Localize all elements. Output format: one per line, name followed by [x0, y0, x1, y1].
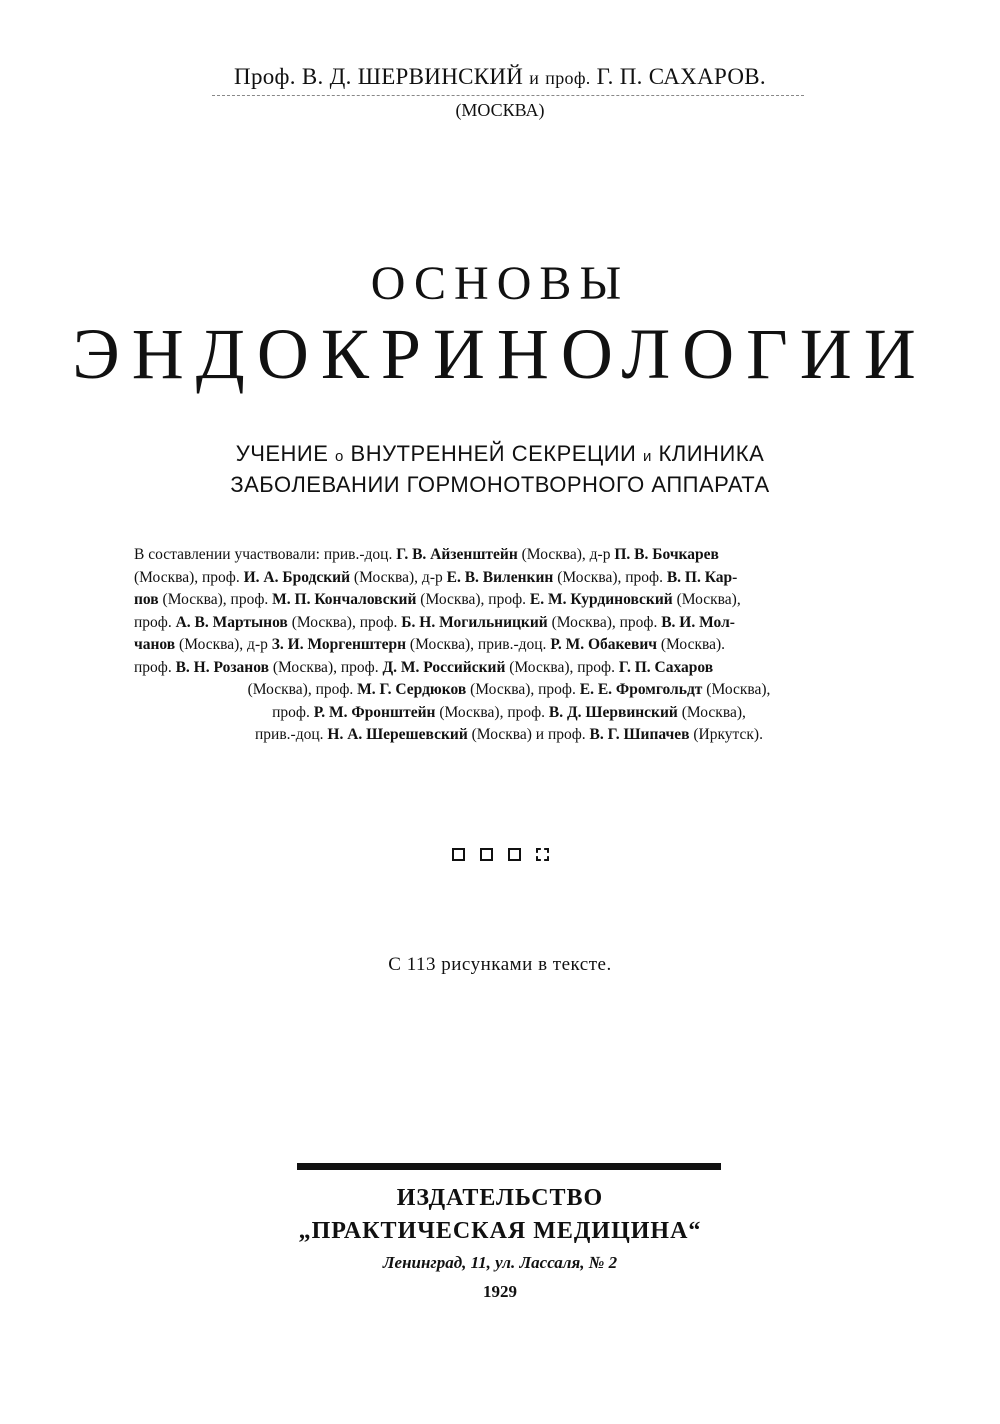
square-icon — [452, 848, 465, 861]
contributors-line: проф. В. Н. Розанов (Москва), проф. Д. М. Российский (Москва), проф. Г. П. Сахаров — [134, 658, 714, 676]
subtitle — [0, 440, 1000, 499]
contributors-line: (Москва), проф. И. А. Бродский (Москва), д-р Е. В. Виленкин (Москва), проф. В. П. Кар- — [134, 568, 738, 586]
publisher-block — [0, 1182, 1000, 1306]
contributors-block — [134, 544, 884, 747]
author-1: В. Д. ШЕРВИНСКИЙ — [301, 64, 524, 89]
authors-underline — [212, 95, 804, 96]
square-icon — [536, 848, 549, 861]
figures-note: С 113 рисунками в тексте. — [388, 954, 612, 975]
author-connector: и — [529, 68, 540, 88]
author-2-prefix: проф. — [545, 68, 591, 88]
author-2: Г. П. САХАРОВ. — [596, 64, 766, 89]
square-icon — [480, 848, 493, 861]
contributors-line: прив.-доц. Н. А. Шерешевский (Москва) и проф. В. Г. Шипачев (Иркутск). — [255, 726, 763, 743]
subtitle-part: ВНУТРЕННЕЙ СЕКРЕЦИИ — [350, 441, 637, 466]
subtitle-part: УЧЕНИЕ — [235, 441, 329, 466]
publisher-name: „ПРАКТИЧЕСКАЯ МЕДИЦИНА“ — [298, 1218, 702, 1244]
four-squares-ornament-icon — [0, 848, 1000, 861]
contributors-line: проф. Р. М. Фронштейн (Москва), проф. В. Д. Шервинский (Москва), — [272, 703, 746, 721]
subtitle-line-2: ЗАБОЛЕВАНИИ ГОРМОНОТВОРНОГО АППАРАТА — [230, 472, 770, 497]
contributors-line: В составлении участвовали: прив.-доц. Г. В. Айзенштейн (Москва), д-р П. В. Бочкарев — [134, 546, 719, 563]
author-prefix: Проф. — [234, 64, 296, 89]
subtitle-line-1 — [0, 440, 1000, 471]
publication-year: 1929 — [483, 1282, 517, 1301]
publisher-rule — [297, 1163, 721, 1170]
subtitle-conjunction: и — [642, 448, 652, 465]
subtitle-conjunction: о — [335, 448, 344, 465]
authors-line — [0, 64, 1000, 90]
square-icon — [508, 848, 521, 861]
contributors-line: чанов (Москва), д-р З. И. Моргенштерн (Москва), прив.-доц. Р. М. Обакевич (Москва). — [134, 636, 726, 653]
publisher-label: ИЗДАТЕЛЬСТВО — [396, 1185, 604, 1211]
contributors-line: проф. А. В. Мартынов (Москва), проф. Б. Н. Могильницкий (Москва), проф. В. И. Мол- — [134, 613, 735, 631]
title-line-1: ОСНОВЫ — [370, 257, 630, 310]
contributors-line: (Москва), проф. М. Г. Сердюков (Москва), проф. Е. Е. Фромгольдт (Москва), — [247, 681, 771, 698]
publisher-address: Ленинград, 11, ул. Лассаля, № 2 — [382, 1253, 618, 1272]
subtitle-part: КЛИНИКА — [658, 441, 765, 466]
contributors-line: пов (Москва), проф. М. П. Кончаловский (Москва), проф. Е. М. Курдиновский (Москва), — [134, 591, 741, 608]
title-line-2: ЭНДОКРИНОЛОГИИ — [72, 314, 928, 394]
authors-city: (МОСКВА) — [455, 100, 545, 120]
